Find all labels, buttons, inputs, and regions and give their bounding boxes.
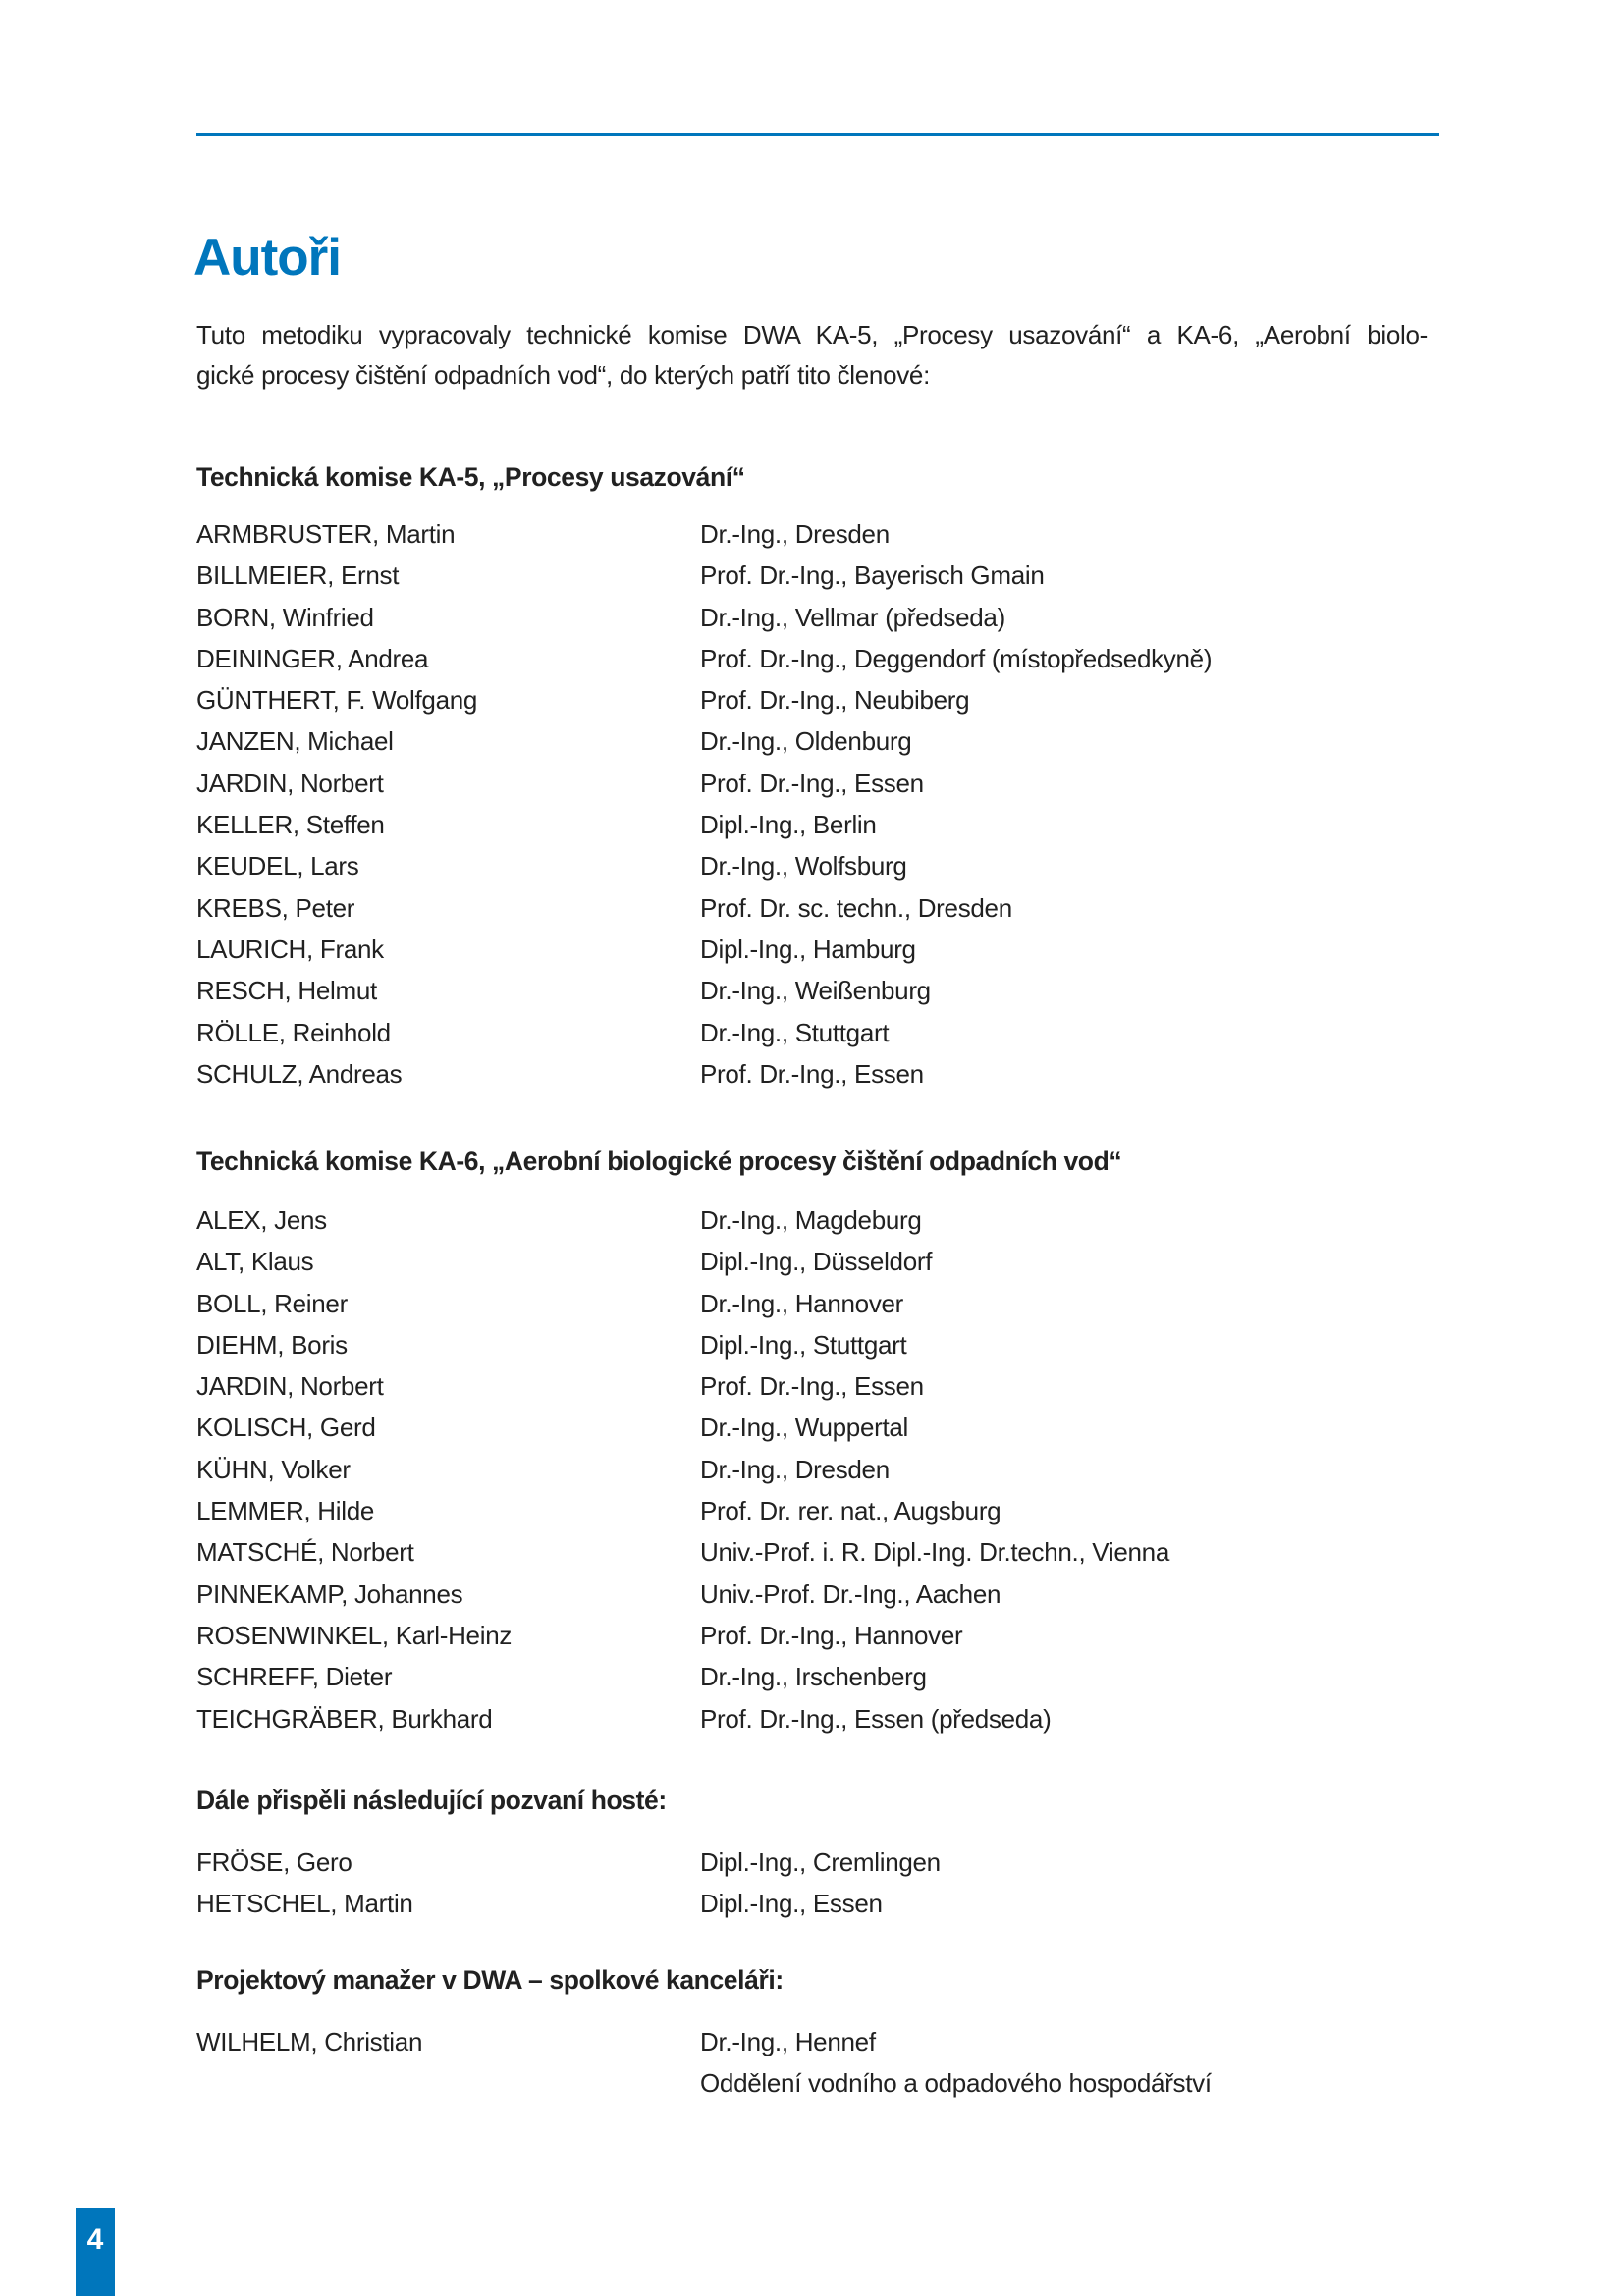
member-credential [700, 2021, 1428, 2105]
member-name: BORN, Winfried [196, 602, 374, 632]
member-row [196, 513, 1428, 555]
member-credential: Dr.-Ing., Dresden [700, 1454, 890, 1484]
member-row [196, 555, 1428, 596]
member-name: RESCH, Helmut [196, 976, 377, 1006]
section-heading-ka5: Technická komise KA-5, „Procesy usazování“ [196, 462, 745, 492]
member-credential: Dipl.-Ing., Düsseldorf [700, 1247, 933, 1277]
member-row [196, 1698, 1428, 1739]
member-row [196, 1531, 1428, 1573]
member-name: LEMMER, Hilde [196, 1496, 375, 1526]
page-number-badge [76, 2208, 115, 2296]
member-row [196, 679, 1428, 721]
member-name: SCHREFF, Dieter [196, 1662, 393, 1692]
member-credential: Dr.-Ing., Wolfsburg [700, 851, 907, 881]
member-row [196, 1883, 1428, 1924]
member-name: TEICHGRÄBER, Burkhard [196, 1703, 493, 1734]
member-name: FRÖSE, Gero [196, 1847, 352, 1877]
member-row [196, 1053, 1428, 1095]
member-credential: Dipl.-Ing., Stuttgart [700, 1329, 907, 1360]
member-name: LAURICH, Frank [196, 934, 384, 964]
member-row [196, 1842, 1428, 1883]
member-name: DEININGER, Andrea [196, 643, 429, 673]
intro-line-2: gické procesy čištění odpadních vod“, do kterých patří tito členové: [196, 360, 931, 390]
member-list-ka6 [196, 1200, 1428, 1739]
member-credential: Prof. Dr. sc. techn., Dresden [700, 892, 1012, 923]
top-rule [196, 133, 1439, 136]
member-name: KOLISCH, Gerd [196, 1413, 376, 1443]
member-name: JANZEN, Michael [196, 726, 394, 757]
member-name: KELLER, Steffen [196, 810, 385, 840]
member-row [196, 2021, 1428, 2105]
member-credential: Prof. Dr. rer. nat., Augsburg [700, 1496, 1001, 1526]
member-credential: Prof. Dr.-Ing., Hannover [700, 1620, 963, 1650]
member-name: KEUDEL, Lars [196, 851, 359, 881]
member-row [196, 970, 1428, 1011]
member-row [196, 1490, 1428, 1531]
member-name: ARMBRUSTER, Martin [196, 519, 456, 549]
member-credential: Dr.-Ing., Wuppertal [700, 1413, 909, 1443]
member-row [196, 1407, 1428, 1448]
member-row [196, 804, 1428, 845]
member-credential: Prof. Dr.-Ing., Deggendorf (místopředsedkyně) [700, 643, 1213, 673]
member-credential: Prof. Dr.-Ing., Bayerisch Gmain [700, 561, 1045, 591]
member-name: WILHELM, Christian [196, 2027, 423, 2056]
page-number: 4 [86, 2223, 104, 2256]
member-credential-line-1: Dr.-Ing., Hennef [700, 2027, 876, 2056]
member-credential: Prof. Dr.-Ing., Essen [700, 1371, 924, 1402]
member-credential: Prof. Dr.-Ing., Neubiberg [700, 685, 970, 716]
member-row [196, 887, 1428, 929]
member-row [196, 1365, 1428, 1407]
member-row [196, 1012, 1428, 1053]
member-name: MATSCHÉ, Norbert [196, 1537, 414, 1568]
member-row [196, 1241, 1428, 1282]
member-name: BOLL, Reiner [196, 1288, 348, 1318]
section-heading-project-manager: Projektový manažer v DWA – spolkové kanceláři: [196, 1965, 784, 1995]
member-credential: Dr.-Ing., Irschenberg [700, 1662, 927, 1692]
member-name: JARDIN, Norbert [196, 1371, 384, 1402]
member-credential-line-2: Oddělení vodního a odpadového hospodářství [700, 2068, 1212, 2099]
member-name: GÜNTHERT, F. Wolfgang [196, 685, 478, 716]
member-credential: Dr.-Ing., Oldenburg [700, 726, 912, 757]
member-credential: Prof. Dr.-Ing., Essen [700, 768, 924, 798]
member-credential: Prof. Dr.-Ing., Essen [700, 1058, 924, 1089]
page-title: Autoři [193, 229, 342, 287]
member-row [196, 597, 1428, 638]
member-credential: Prof. Dr.-Ing., Essen (předseda) [700, 1703, 1052, 1734]
member-credential: Dr.-Ing., Magdeburg [700, 1205, 922, 1235]
member-name: KREBS, Peter [196, 892, 355, 923]
member-list-project-manager [196, 2021, 1428, 2105]
member-credential: Dipl.-Ing., Berlin [700, 810, 877, 840]
member-row [196, 1324, 1428, 1365]
intro-line-1: Tuto metodiku vypracovaly technické komise DWA KA-5, „Procesy usazování“ a KA-6, „Aerobní biolo- [196, 320, 1428, 349]
member-name: HETSCHEL, Martin [196, 1889, 413, 1919]
member-name: SCHULZ, Andreas [196, 1058, 403, 1089]
member-credential: Univ.-Prof. i. R. Dipl.-Ing. Dr.techn., Vienna [700, 1537, 1169, 1568]
intro-paragraph [196, 315, 1428, 396]
member-credential: Dipl.-Ing., Cremlingen [700, 1847, 941, 1877]
member-row [196, 845, 1428, 886]
member-row [196, 1200, 1428, 1241]
section-heading-guests: Dále přispěli následující pozvaní hosté: [196, 1786, 667, 1815]
member-name: KÜHN, Volker [196, 1454, 351, 1484]
member-name: RÖLLE, Reinhold [196, 1017, 391, 1047]
member-row [196, 638, 1428, 679]
member-credential: Dr.-Ing., Weißenburg [700, 976, 931, 1006]
member-row [196, 1283, 1428, 1324]
member-name: BILLMEIER, Ernst [196, 561, 400, 591]
member-list-ka5 [196, 513, 1428, 1095]
member-name: ROSENWINKEL, Karl-Heinz [196, 1620, 513, 1650]
member-name: JARDIN, Norbert [196, 768, 384, 798]
member-row [196, 1574, 1428, 1615]
member-name: ALT, Klaus [196, 1247, 314, 1277]
member-row [196, 1449, 1428, 1490]
member-row [196, 763, 1428, 804]
member-row [196, 1656, 1428, 1697]
member-row [196, 1615, 1428, 1656]
member-name: PINNEKAMP, Johannes [196, 1578, 463, 1609]
member-row [196, 721, 1428, 762]
section-heading-ka6: Technická komise KA-6, „Aerobní biologické procesy čištění odpadních vod“ [196, 1147, 1122, 1176]
member-name: DIEHM, Boris [196, 1329, 348, 1360]
member-credential: Dr.-Ing., Hannover [700, 1288, 904, 1318]
member-credential: Dr.-Ing., Stuttgart [700, 1017, 890, 1047]
member-credential: Univ.-Prof. Dr.-Ing., Aachen [700, 1578, 1001, 1609]
member-row [196, 929, 1428, 970]
member-credential: Dipl.-Ing., Essen [700, 1889, 883, 1919]
member-name: ALEX, Jens [196, 1205, 327, 1235]
member-credential: Dr.-Ing., Vellmar (předseda) [700, 602, 1005, 632]
member-credential: Dipl.-Ing., Hamburg [700, 934, 916, 964]
member-credential: Dr.-Ing., Dresden [700, 519, 890, 549]
member-list-guests [196, 1842, 1428, 1925]
